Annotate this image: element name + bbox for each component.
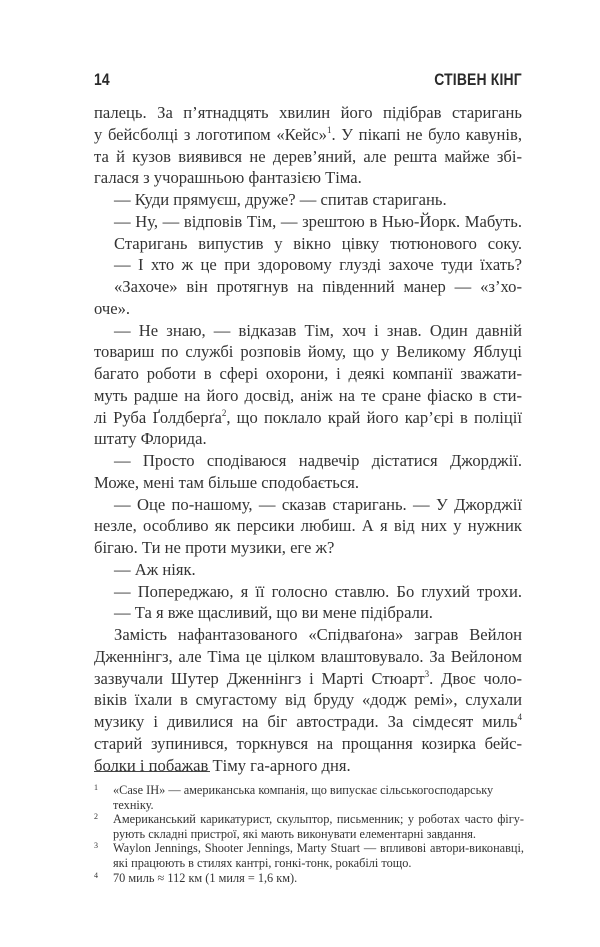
line-text: Замість нафантазованого «Спідваґона» заграв Вейлон bbox=[114, 625, 522, 644]
footnote-line: 70 миль ≈ 112 км (1 миля = 1,6 км). bbox=[113, 870, 298, 885]
footnote-number: 4 bbox=[94, 870, 98, 880]
footnote-line: рують складні пристрої, які мають виконувати елементарні завдання. bbox=[113, 826, 477, 841]
text-line bbox=[94, 602, 522, 624]
line-text: — Не знаю, — відказав Тім, хоч і знав. Один давній bbox=[114, 320, 522, 340]
text-line bbox=[94, 211, 522, 233]
line-text: муть радше на його досвід, аніж на те сране фіаско в сти- bbox=[94, 385, 522, 405]
line-text: болки і побажав Тіму га-арного дня. bbox=[94, 755, 351, 775]
text-line bbox=[94, 559, 522, 581]
line-text: — Та я вже щасливий, що ви мене підібрали. bbox=[114, 603, 433, 623]
text-line bbox=[94, 385, 522, 407]
text-line bbox=[94, 363, 522, 385]
line-text: — Просто сподіваюся надвечір дістатися Джорджії. bbox=[114, 451, 522, 470]
line-text: зазвучали Шутер Дженнінгз і Марті Стюарт bbox=[94, 668, 425, 688]
line-text: — І хто ж це при здоровому глузді захоче туди їхать? bbox=[114, 255, 522, 275]
text-line bbox=[94, 407, 522, 429]
running-head: СТІВЕН КІНГ bbox=[434, 70, 522, 89]
line-text: бігаю. Ти не проти музики, еге ж? bbox=[94, 538, 335, 557]
line-text: — Оце по-нашому, — сказав старигань. — У Джорджії bbox=[114, 494, 522, 514]
line-text: — Попереджаю, я її голосно ставлю. Бо глухий трохи. bbox=[114, 581, 522, 601]
text-line bbox=[94, 233, 522, 255]
text-line bbox=[94, 146, 522, 168]
line-text: лі Руба Ґолдберґа bbox=[94, 407, 222, 427]
line-text: у бейсболці з логотипом «Кейс» bbox=[94, 124, 327, 144]
text-line bbox=[94, 624, 522, 646]
line-text-after: . Двоє чоло- bbox=[429, 668, 523, 688]
line-text: та й кузов виявився не дерев’яний, але решта майже збі- bbox=[94, 146, 522, 166]
text-line bbox=[94, 167, 522, 189]
footnote bbox=[94, 841, 524, 870]
footnote-marker: 3 bbox=[424, 668, 430, 679]
footnote bbox=[94, 871, 524, 886]
text-line bbox=[94, 450, 522, 472]
footnote-line: Американський карикатурист, скульптор, письменник; у роботах часто фігу- bbox=[113, 812, 524, 827]
line-text: Дженнінгз, але Тіма це цілком влаштовувало. За Вейлоном bbox=[94, 646, 522, 666]
text-line bbox=[94, 102, 522, 124]
page-number: 14 bbox=[94, 70, 110, 89]
line-text: — Ну, — відповів Тім, — зрештою в Нью-Йорк. Мабуть. bbox=[114, 211, 522, 231]
text-line bbox=[94, 689, 522, 711]
line-text: оче». bbox=[94, 298, 131, 318]
line-text: багато роботи в сфері охорони, і деякі компанії зважати- bbox=[94, 364, 522, 383]
text-line bbox=[94, 298, 522, 320]
footnote-number: 2 bbox=[94, 812, 98, 822]
footnote-line: «Case IH» — американська компанія, що випускає сільськогосподарську техніку. bbox=[113, 783, 494, 812]
line-text: галася з учорашньою фантазією Тіма. bbox=[94, 168, 362, 188]
text-line bbox=[94, 428, 522, 450]
text-line bbox=[94, 341, 522, 363]
text-line bbox=[94, 494, 522, 516]
line-text: віків їхали в смугастому від бруду «додж ремі», слухали bbox=[94, 690, 522, 710]
line-text: музику і дивилися на біг автостради. За сімдесят миль bbox=[94, 712, 518, 731]
line-text: незле, особливо як персики любиш. А я від них у нужник bbox=[94, 516, 522, 536]
line-text-after: , що поклало край його кар’єрі в поліції bbox=[226, 407, 523, 427]
footnote-line: які працюють в стилях кантрі, гонкі-тонк, рокабілі тощо. bbox=[113, 855, 412, 870]
line-text: старий зупинився, торкнувся на прощання козирка бейс- bbox=[94, 733, 522, 753]
text-line bbox=[94, 711, 522, 733]
text-line bbox=[94, 254, 522, 276]
line-text: — Аж ніяк. bbox=[114, 559, 196, 579]
line-text: штату Флорида. bbox=[94, 429, 207, 449]
body-text bbox=[94, 102, 522, 776]
footnote-number: 3 bbox=[94, 841, 98, 851]
footnote bbox=[94, 812, 524, 841]
line-text: палець. За п’ятнадцять хвилин його підібрав старигань bbox=[94, 103, 522, 122]
line-text: «Захоче» він протягнув на південний манер — «з’хо- bbox=[114, 277, 522, 296]
line-text: Може, мені там більше сподобається. bbox=[94, 472, 359, 492]
text-line bbox=[94, 472, 522, 494]
text-line bbox=[94, 276, 522, 298]
line-text: — Куди прямуєш, друже? — спитав старигань. bbox=[114, 190, 447, 209]
text-line bbox=[94, 515, 522, 537]
footnotes bbox=[94, 783, 524, 885]
text-line bbox=[94, 320, 522, 342]
footnote-marker: 4 bbox=[517, 712, 522, 722]
footnote bbox=[94, 783, 524, 812]
text-line bbox=[94, 537, 522, 559]
footnote-number: 1 bbox=[94, 783, 98, 792]
footnote-divider bbox=[94, 771, 210, 772]
text-line bbox=[94, 733, 522, 755]
text-line bbox=[94, 755, 522, 777]
text-line bbox=[94, 668, 522, 690]
line-text-after: . У пікапі не було кавунів, bbox=[331, 124, 522, 144]
line-text: Старигань випустив у вікно цівку тютюнового соку. bbox=[114, 233, 522, 253]
footnote-line: Waylon Jennings, Shooter Jennings, Marty Stuart — впливові автори-виконавці, bbox=[113, 841, 524, 856]
text-line bbox=[94, 124, 522, 146]
text-line bbox=[94, 646, 522, 668]
footnote-marker: 2 bbox=[221, 407, 227, 418]
text-line bbox=[94, 581, 522, 603]
text-line bbox=[94, 189, 522, 211]
footnote-marker: 1 bbox=[326, 124, 332, 135]
line-text: товариш по службі розповів йому, що у Великому Яблуці bbox=[94, 342, 522, 362]
